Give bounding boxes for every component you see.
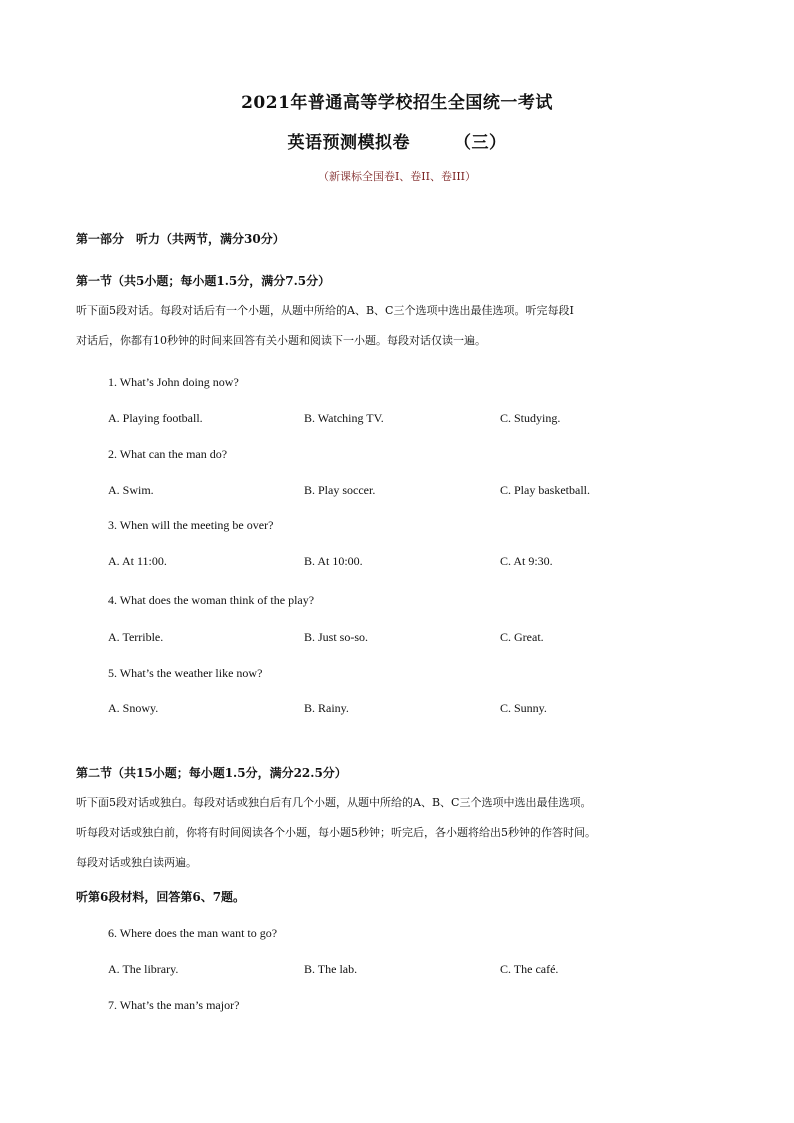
question-3: 3. When will the meeting be over? [108, 518, 274, 532]
question-5: 5. What’s the weather like now? [108, 666, 263, 680]
question-2: 2. What can the man do? [108, 447, 228, 461]
section1-instructions [76, 296, 726, 356]
q1-option-a: A. Playing football. [108, 411, 203, 425]
q6-option-b: B. The lab. [304, 962, 358, 976]
section2-heading: 第二节（共15小题；每小题1.5分，满分22.5分） [76, 766, 347, 780]
q5-option-a: A. Snowy. [108, 701, 159, 715]
q6-option-c: C. The café. [500, 962, 559, 976]
q4-option-c: C. Great. [500, 630, 544, 644]
q3-option-a: A. At 11:00. [108, 554, 167, 568]
material-heading: 听第6段材料，回答第6、7题。 [76, 890, 246, 904]
question-1: 1. What’s John doing now? [108, 375, 239, 389]
paper-name: 英语预测模拟卷 [287, 133, 410, 153]
q5-option-b: B. Rainy. [304, 701, 349, 715]
instruction-line: 听下面5段对话或独白。每段对话或独白后有几个小题，从题中所给的A、B、C三个选项中选出最佳选项。 [76, 796, 592, 809]
question-6: 6. Where does the man want to go? [108, 926, 278, 940]
exam-title: 2021年普通高等学校招生全国统一考试 [241, 93, 553, 113]
q3-option-b: B. At 10:00. [304, 554, 363, 568]
q1-option-c: C. Studying. [500, 411, 561, 425]
question-7: 7. What’s the man’s major? [108, 998, 240, 1012]
section1-heading: 第一节（共5小题；每小题1.5分，满分7.5分） [76, 274, 331, 288]
instruction-line: 听每段对话或独白前，你将有时间阅读各个小题，每小题5秒钟；听完后，各小题将给出5秒钟的作答时间。 [76, 826, 596, 839]
q3-option-c: C. At 9:30. [500, 554, 553, 568]
q2-option-a: A. Swim. [108, 483, 154, 497]
paper-number: （三） [454, 133, 507, 153]
exam-subtitle-line [0, 128, 794, 153]
part1-heading: 第一部分 听力（共两节，满分30分） [76, 232, 285, 246]
instruction-line: 每段对话或独白读两遍。 [76, 856, 197, 869]
question-4: 4. What does the woman think of the play? [108, 593, 315, 607]
section2-instructions [76, 788, 736, 878]
q2-option-c: C. Play basketball. [500, 483, 590, 497]
q6-option-a: A. The library. [108, 962, 179, 976]
q5-option-c: C. Sunny. [500, 701, 547, 715]
q1-option-b: B. Watching TV. [304, 411, 384, 425]
q4-option-a: A. Terrible. [108, 630, 164, 644]
instruction-line: 听下面5段对话。每段对话后有一个小题，从题中所给的A、B、C三个选项中选出最佳选项。听完每段I [76, 304, 574, 317]
paper-scope: （新课标全国卷I、卷II、卷III） [317, 170, 477, 183]
q2-option-b: B. Play soccer. [304, 483, 376, 497]
q4-option-b: B. Just so-so. [304, 630, 369, 644]
instruction-line: 对话后，你都有10秒钟的时间来回答有关小题和阅读下一小题。每段对话仅读一遍。 [76, 334, 486, 347]
